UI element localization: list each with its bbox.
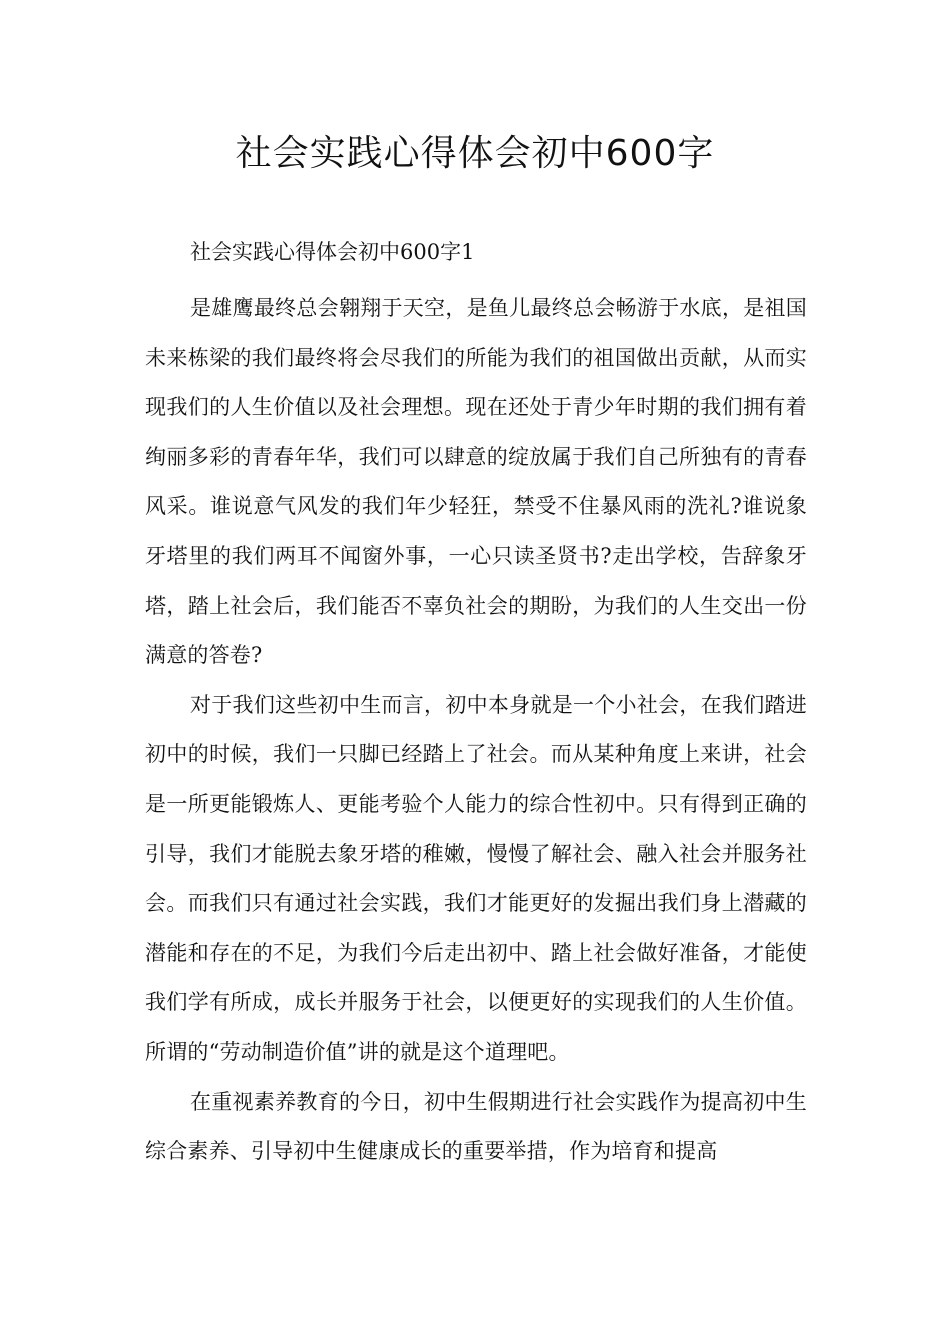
paragraph-2: 对于我们这些初中生而言，初中本身就是一个小社会，在我们踏进初中的时候，我们一只脚已经踏上了社会。而从某种角度上来讲，社会是一所更能锻炼人、更能考验个人能力的综合性初中。只有得到正确的引导，我们才能脱去象牙塔的稚嫩，慢慢了解社会、融入社会并服务社会。而我们只有通过社会实践，我们才能更好的发掘出我们身上潜藏的潜能和存在的不足，为我们今后走出初中、踏上社会做好准备，才能使我们学有所成，成长并服务于社会，以便更好的实现我们的人生价值。所谓的“劳动制造价值”讲的就是这个道理吧。 — [145, 692, 807, 1064]
section-heading: 社会实践心得体会初中600字1 — [190, 240, 475, 264]
paragraph-1: 是雄鹰最终总会翱翔于天空，是鱼儿最终总会畅游于水底，是祖国未来栋梁的我们最终将会尽我们的所能为我们的祖国做出贡献，从而实现我们的人生价值以及社会理想。现在还处于青少年时期的我们拥有着绚丽多彩的青春年华，我们可以肆意的绽放属于我们自己所独有的青春风采。谁说意气风发的我们年少轻狂，禁受不住暴风雨的洗礼?谁说象牙塔里的我们两耳不闻窗外事，一心只读圣贤书?走出学校，告辞象牙塔，踏上社会后，我们能否不辜负社会的期盼，为我们的人生交出一份满意的答卷? — [145, 296, 807, 668]
paragraph-3: 在重视素养教育的今日，初中生假期进行社会实践作为提高初中生综合素养、引导初中生健康成长的重要举措，作为培育和提高 — [145, 1089, 807, 1164]
document-title: 社会实践心得体会初中600字 — [235, 133, 715, 174]
document-body — [145, 284, 807, 1177]
